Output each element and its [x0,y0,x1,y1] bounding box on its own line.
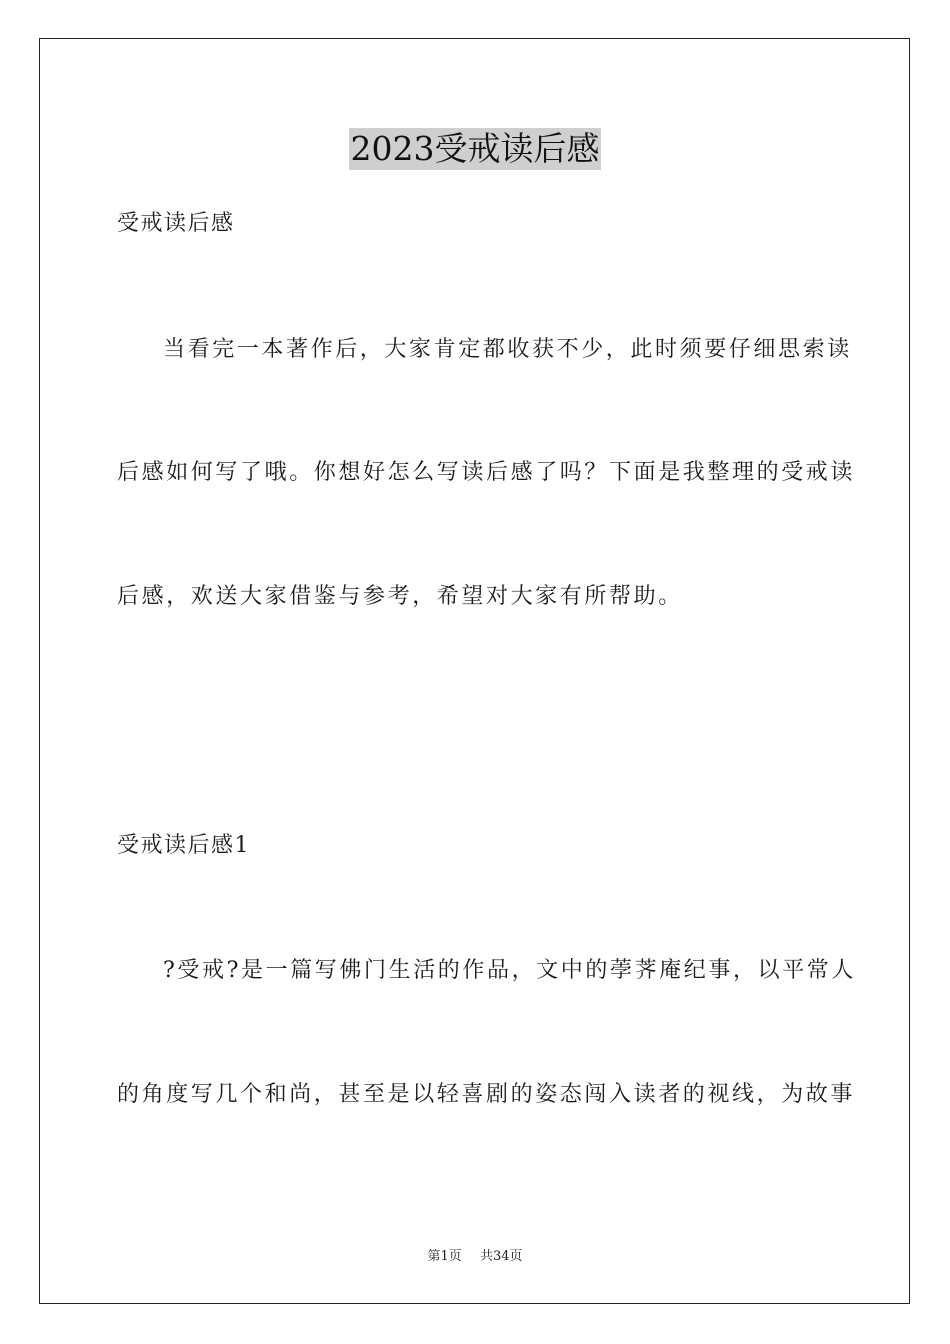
paragraph-line: ?受戒?是一篇写佛门生活的作品，文中的荸荠庵纪事，以平常人 [163,958,856,983]
page-total: 共34页 [479,1249,523,1264]
page-number: 第1页 [427,1249,462,1264]
document-title-text: 2023受戒读后感 [350,129,600,168]
paragraph-line: 后感如何写了哦。你想好怎么写读后感了吗？下面是我整理的受戒读 [117,460,856,485]
section-heading: 受戒读后感 [117,211,235,236]
paragraph-line: 当看完一本著作后，大家肯定都收获不少，此时须要仔细思索读 [163,337,852,362]
page-footer [0,1248,950,1266]
paragraph-line: 的角度写几个和尚，甚至是以轻喜剧的姿态闯入读者的视线，为故事 [117,1082,856,1107]
paragraph-line: 后感，欢送大家借鉴与参考，希望对大家有所帮助。 [117,584,683,609]
document-title [0,128,950,170]
section-heading: 受戒读后感1 [117,833,250,858]
